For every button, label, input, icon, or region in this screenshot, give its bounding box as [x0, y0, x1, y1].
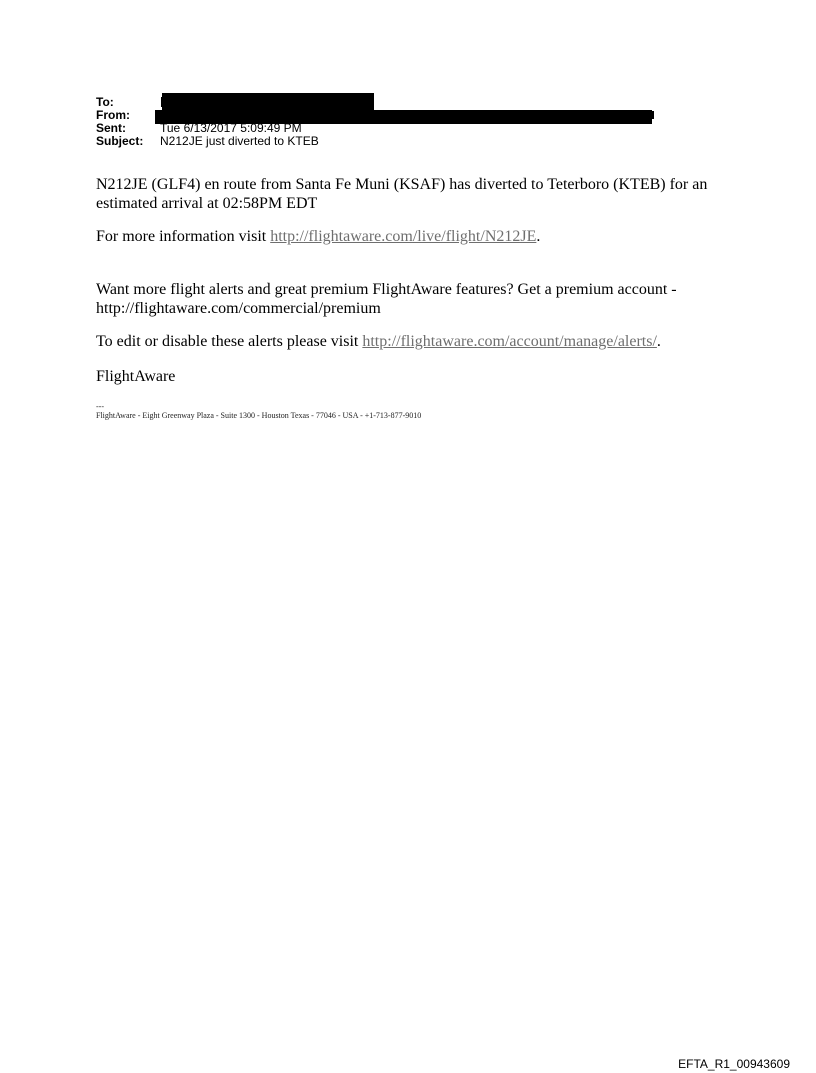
to-label: To: [96, 95, 114, 109]
footer-separator: --- [96, 402, 104, 411]
premium-promo-paragraph: Want more flight alerts and great premium FlightAware features? Get a premium account - http://flightaware.com/commercial/premium [96, 281, 677, 317]
email-footer [96, 402, 421, 420]
signature: FlightAware [96, 368, 176, 385]
from-label: From: [96, 108, 130, 122]
manage-alerts-paragraph [96, 332, 736, 351]
manage-alerts-period: . [656, 333, 661, 350]
more-info-period: . [536, 228, 541, 245]
document-id: EFTA_R1_00943609 [678, 1057, 790, 1071]
sent-label: Sent: [96, 121, 126, 135]
subject-value: N212JE just diverted to KTEB [160, 134, 319, 148]
manage-alerts-text: To edit or disable these alerts please visit [96, 333, 363, 350]
more-info-text: For more information visit [96, 228, 271, 245]
sent-value: Tue 6/13/2017 5:09:49 PM [160, 121, 302, 135]
footer-address: FlightAware - Eight Greenway Plaza - Suite 1300 - Houston Texas - 77046 - USA - +1-713-877-9010 [96, 411, 422, 420]
from-value-fragment [651, 111, 654, 119]
alert-message: N212JE (GLF4) en route from Santa Fe Muni (KSAF) has diverted to Teterboro (KTEB) for an estimated arrival at 02:58PM EDT [96, 176, 708, 212]
subject-label: Subject: [96, 134, 144, 148]
flight-info-link[interactable]: http://flightaware.com/live/flight/N212JE [270, 228, 537, 245]
manage-alerts-link[interactable]: http://flightaware.com/account/manage/alerts/ [362, 333, 657, 350]
more-info-paragraph [96, 227, 736, 246]
